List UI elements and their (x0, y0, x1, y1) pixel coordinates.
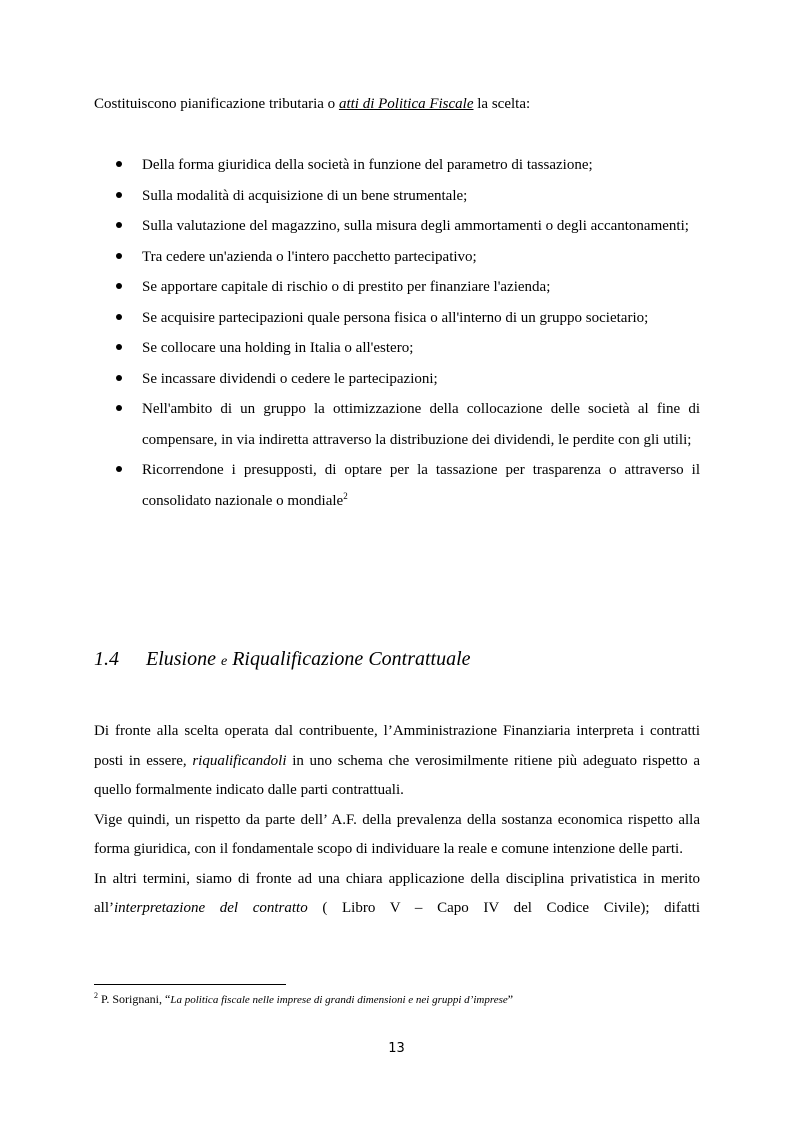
list-item (116, 364, 700, 395)
footnote-reference[interactable]: 2 (343, 490, 348, 501)
bullet-icon (116, 375, 122, 381)
list-item-text: Nell'ambito di un gruppo la ottimizzazione della collocazione delle società al fine di compensare, in via indiretta attraverso la distribuzione dei dividendi, le perdite con gli utili; (142, 401, 700, 448)
paragraph-text: in uno schema che verosimilmente ritiene più adeguato rispetto a quello formalmente indicato dalle parti contrattuali. (94, 752, 701, 798)
list-item (116, 394, 700, 455)
paragraph-emphasis: interpretazione del contratto (114, 900, 308, 916)
list-item-text: Se collocare una holding in Italia o all'estero; (142, 340, 414, 356)
list-item-text: Se acquisire partecipazioni quale persona fisica o all'interno di un gruppo societario; (142, 309, 649, 326)
bullet-icon (116, 283, 122, 289)
paragraph-text: In altri termini, siamo di fronte ad una chiara applicazione della disciplina privatistica in merito all’ (94, 870, 700, 916)
bullet-icon (116, 405, 122, 411)
footnote-title: La politica fiscale nelle imprese di grandi dimensioni e nei gruppi d’imprese (170, 994, 508, 1006)
paragraph-text: Di fronte alla scelta operata dal contribuente, l’Amministrazione Finanziaria interpreta i contratti posti in essere, (94, 723, 700, 769)
bullet-icon (116, 253, 122, 259)
list-item-text: Ricorrendone i presupposti, di optare per la tassazione per trasparenza o attraverso il consolidato nazionale o mondiale (142, 462, 700, 509)
list-item-text: Sulla modalità di acquisizione di un bene strumentale; (142, 187, 468, 204)
list-item (116, 242, 700, 273)
list-item (116, 150, 700, 181)
list-item-text: Tra cedere un'azienda o l'intero pacchetto partecipativo; (142, 248, 477, 265)
list-item-text: Se apportare capitale di rischio o di prestito per finanziare l'azienda; (142, 279, 551, 295)
page-number: 13 (388, 1041, 405, 1056)
bullet-icon (116, 222, 122, 228)
section-title-part: Elusione (146, 648, 221, 670)
bullet-list (116, 150, 700, 516)
paragraph-text: ( Libro V – Capo IV del Codice Civile); difatti (307, 900, 700, 916)
paragraph-emphasis: riqualificandoli (192, 752, 287, 769)
footnote-close: ” (507, 992, 514, 1006)
paragraph (94, 865, 700, 924)
list-item (116, 455, 700, 516)
paragraph: Vige quindi, un rispetto da parte dell’ A.F. della prevalenza della sostanza economica rispetto alla forma giuridica, con il fondamentale scopo di individuare la reale e comune intenzione delle parti. (94, 811, 700, 857)
bullet-icon (116, 466, 122, 472)
footnote-number: 2 (94, 991, 98, 1000)
paragraph (94, 717, 700, 806)
intro-text-after: la scelta: (473, 96, 531, 112)
list-item (116, 333, 700, 364)
list-item (116, 181, 700, 212)
list-item-text: Della forma giuridica della società in funzione del parametro di tassazione; (142, 157, 593, 173)
list-item (116, 303, 700, 334)
bullet-icon (116, 314, 122, 320)
section-number: 1.4 (94, 648, 119, 670)
list-item (116, 272, 700, 303)
section-title-small: e (221, 654, 228, 669)
footnote-divider (94, 984, 286, 985)
list-item-text: Sulla valutazione del magazzino, sulla misura degli ammortamenti o degli accantonamenti; (142, 218, 689, 234)
list-item-text: Se incassare dividendi o cedere le partecipazioni; (142, 370, 438, 387)
section-heading (94, 648, 471, 671)
footnote-author: P. Sorignani, “ (98, 992, 171, 1006)
section-title-part: Riqualificazione Contrattuale (227, 648, 471, 670)
bullet-icon (116, 344, 122, 350)
body-text (94, 717, 700, 924)
bullet-icon (116, 192, 122, 198)
list-item (116, 211, 700, 242)
intro-text-before: Costituiscono pianificazione tributaria o (94, 96, 339, 112)
footnote (94, 991, 714, 1008)
intro-sentence (94, 93, 704, 115)
intro-emphasis: atti di Politica Fiscale (338, 96, 474, 112)
bullet-icon (116, 161, 122, 167)
